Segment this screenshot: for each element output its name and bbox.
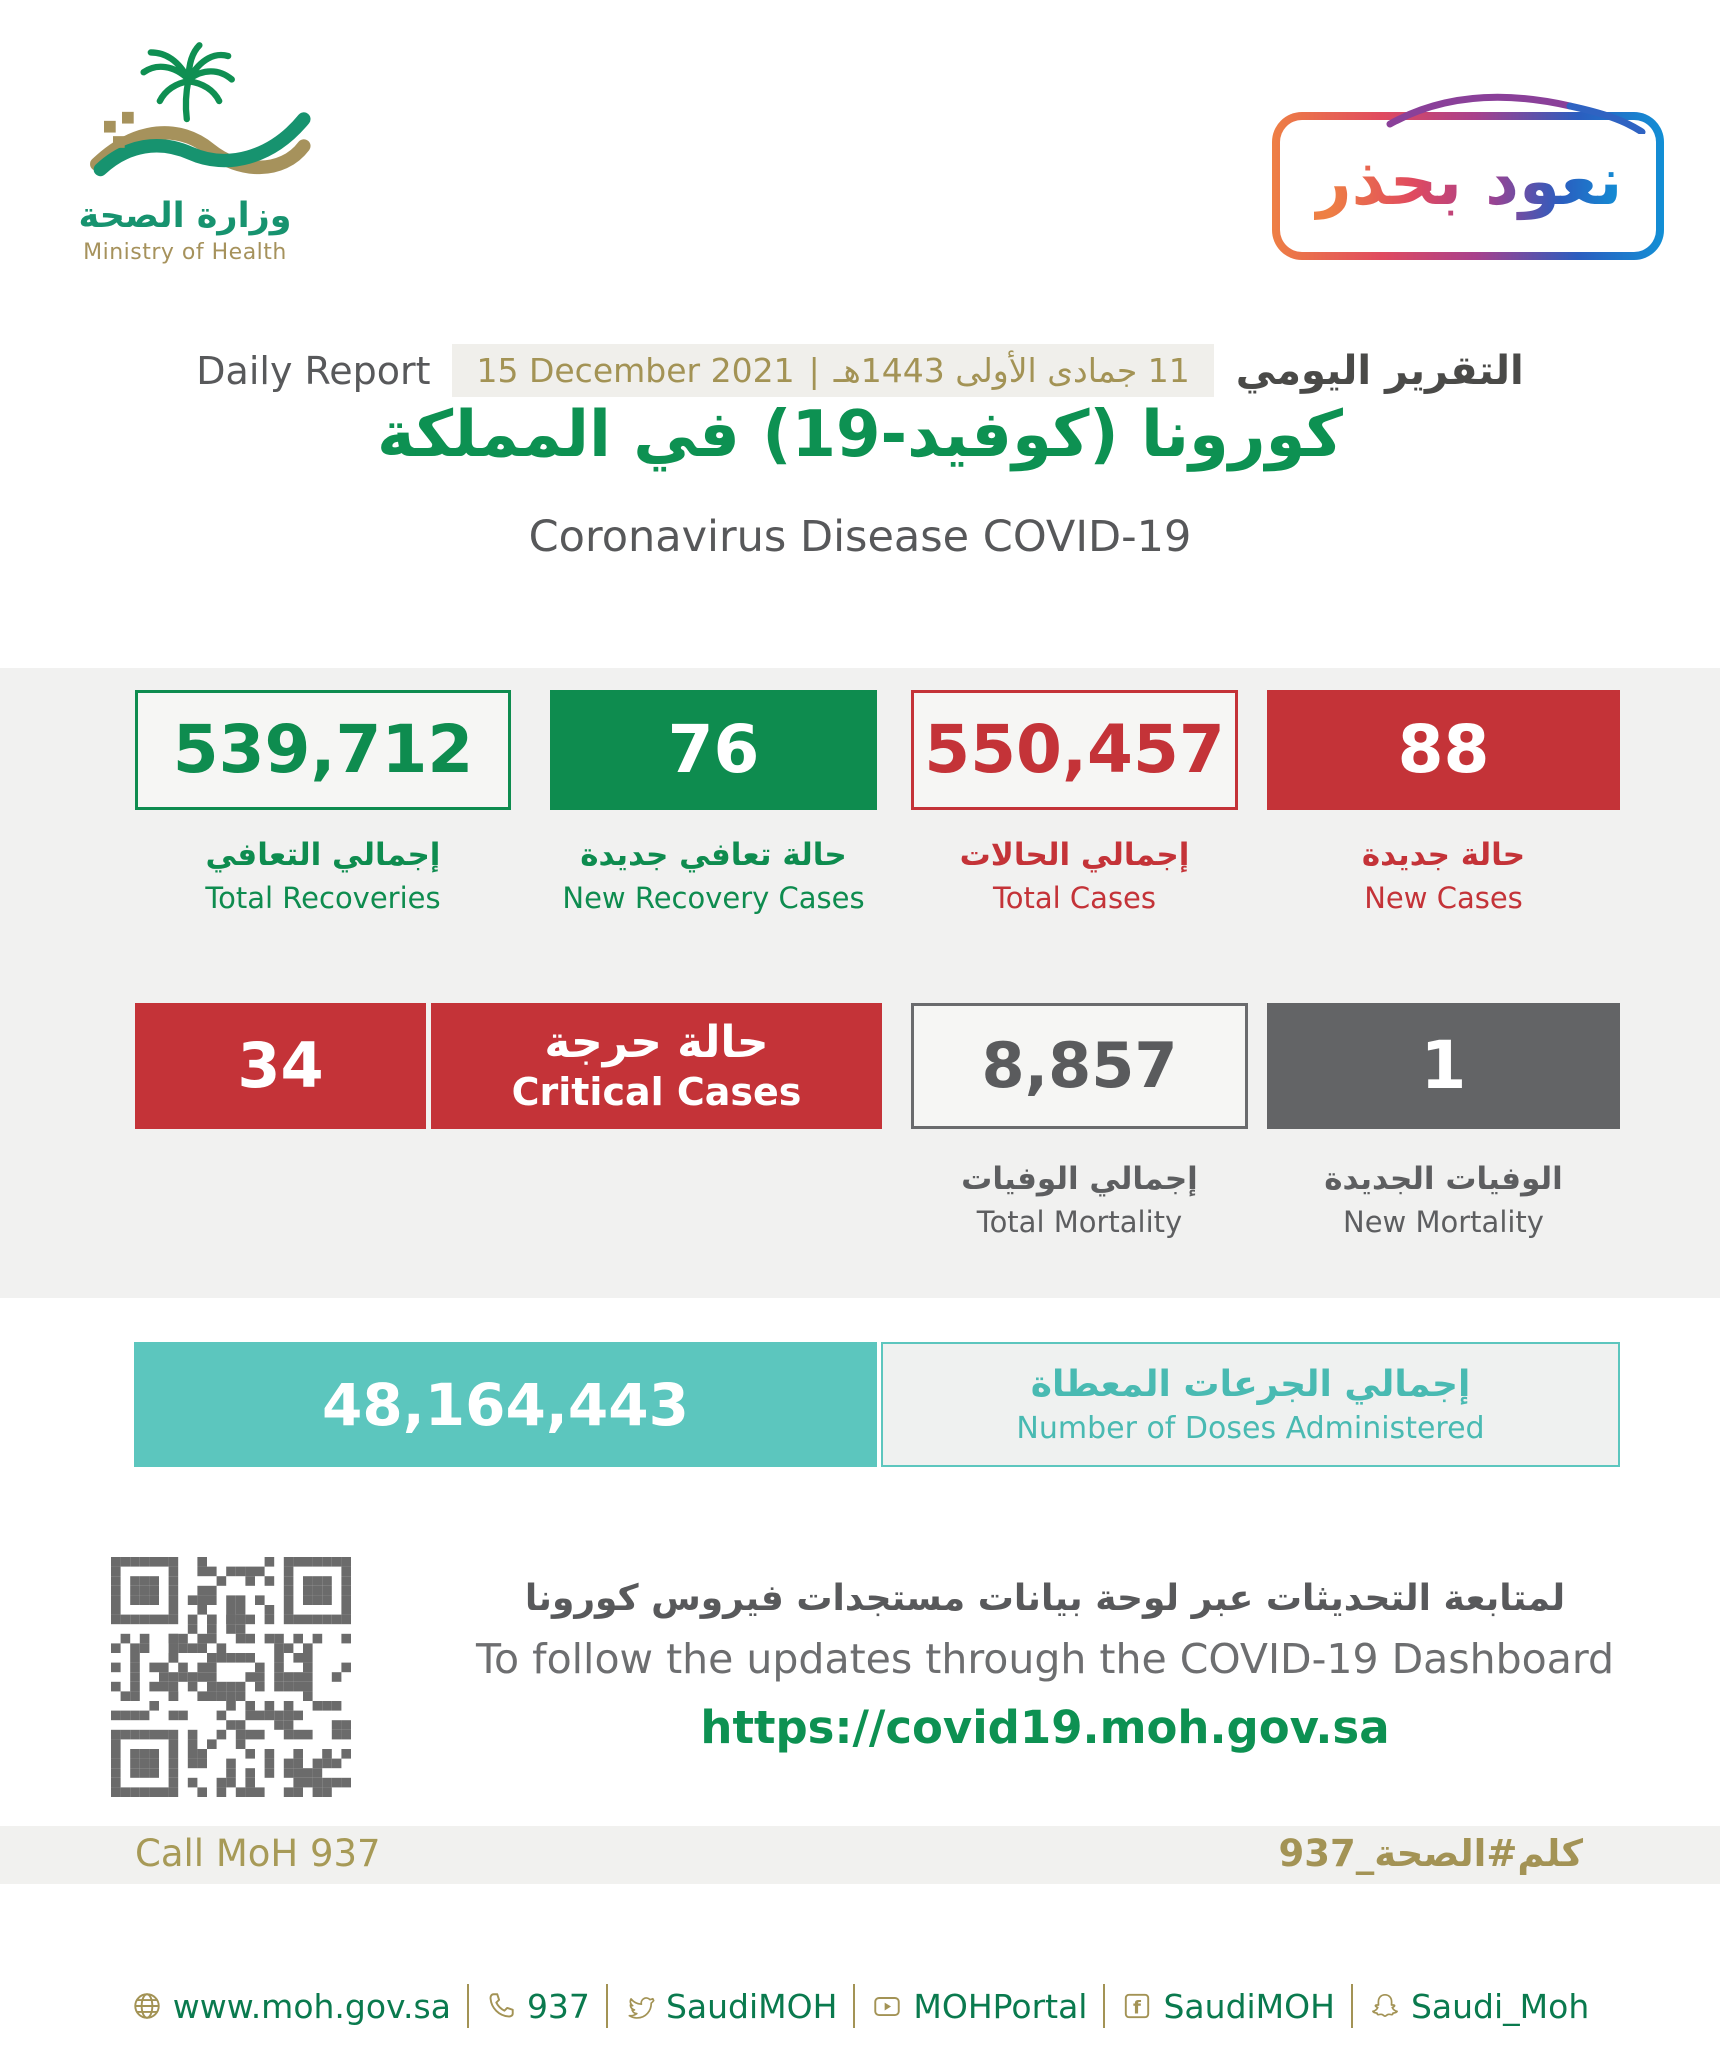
dashboard-line-ar: لمتابعة التحديثات عبر لوحة بيانات مستجدات فيروس كورونا — [524, 1578, 1566, 1619]
footer-divider — [606, 1984, 608, 2028]
total-cases-label-ar: إجمالي الحالات — [959, 837, 1190, 873]
footer-twitter-label: SaudiMOH — [665, 1986, 838, 2026]
dashboard-url-link[interactable]: https://covid19.moh.gov.sa — [700, 1701, 1390, 1754]
date-separator: | — [808, 351, 820, 390]
moh-logo — [50, 22, 320, 265]
phone-icon — [485, 1990, 517, 2022]
new-mortality-value: 1 — [1420, 1027, 1467, 1104]
total-mortality-box — [911, 1003, 1248, 1129]
daily-report-label-ar: التقرير اليومي — [1235, 347, 1524, 394]
footer-social-row — [0, 1984, 1720, 2028]
footer-divider — [1351, 1984, 1353, 2028]
total-mortality-label-ar: إجمالي الوفيات — [961, 1161, 1198, 1197]
report-date-hijri: 11 جمادى الأولى 1443هـ — [833, 351, 1190, 390]
total-recoveries-label-en: Total Recoveries — [205, 881, 441, 915]
page-title-english: Coronavirus Disease COVID-19 — [528, 512, 1192, 562]
doses-label-ar: إجمالي الجرعات المعطاة — [1030, 1363, 1471, 1405]
critical-cases-value: 34 — [237, 1029, 324, 1102]
total-recoveries-value: 539,712 — [172, 711, 474, 788]
return-with-caution-badge — [1272, 88, 1664, 262]
snapchat-icon — [1369, 1990, 1401, 2022]
badge-label: نعود بحذر — [1314, 149, 1623, 223]
call-moh-label: Call MoH 937 — [135, 1832, 381, 1875]
footer-website-label: www.moh.gov.sa — [172, 1986, 451, 2026]
new-recovery-cases-label-en: New Recovery Cases — [562, 881, 865, 915]
qr-code — [111, 1557, 351, 1797]
daily-report-label-en: Daily Report — [196, 348, 431, 393]
doses-label-en: Number of Doses Administered — [1016, 1410, 1485, 1446]
total-cases-box — [911, 690, 1238, 810]
footer-item-facebook[interactable] — [1121, 1987, 1334, 2026]
badge-swoosh-icon — [1272, 88, 1664, 134]
call-band — [0, 1826, 1720, 1884]
report-header-line — [0, 344, 1720, 397]
total-recoveries-box — [135, 690, 511, 810]
dashboard-info — [420, 1578, 1670, 1754]
critical-cases-label-ar: حالة حرجة — [544, 1016, 769, 1068]
footer-youtube-label: MOHPortal — [913, 1986, 1088, 2026]
critical-cases-value-box — [135, 1003, 426, 1129]
footer-divider — [853, 1984, 855, 2028]
new-mortality-box — [1267, 1003, 1620, 1129]
dashboard-line-en: To follow the updates through the COVID-19 Dashboard — [475, 1635, 1615, 1683]
footer-facebook-label: SaudiMOH — [1163, 1986, 1335, 2026]
new-mortality-label-en: New Mortality — [1343, 1205, 1544, 1239]
youtube-icon — [871, 1990, 903, 2022]
new-cases-box — [1267, 690, 1620, 810]
moh-logo-title-english: Ministry of Health — [83, 240, 287, 265]
footer-phone-label: 937 — [526, 1986, 590, 2026]
report-date-gregorian: 15 December 2021 — [476, 351, 795, 390]
doses-value-bar — [134, 1342, 877, 1467]
svg-text:f: f — [1133, 1997, 1142, 2019]
new-cases-label-en: New Cases — [1364, 881, 1523, 915]
moh-logo-title-arabic: وزارة الصحة — [78, 196, 292, 236]
footer-divider — [1103, 1984, 1105, 2028]
footer-item-snapchat[interactable] — [1369, 1987, 1589, 2026]
footer-item-website[interactable] — [131, 1987, 451, 2026]
facebook-icon — [1121, 1990, 1153, 2022]
new-recovery-cases-label-ar: حالة تعافي جديدة — [580, 837, 847, 873]
call-hashtag-label: كلم#الصحة_937 — [1278, 1832, 1583, 1875]
critical-cases-label-box — [431, 1003, 882, 1129]
twitter-icon — [624, 1990, 656, 2022]
new-cases-label-ar: حالة جديدة — [1361, 837, 1526, 873]
report-date-box — [452, 344, 1213, 397]
new-mortality-label-ar: الوفيات الجديدة — [1324, 1161, 1563, 1197]
total-cases-value: 550,457 — [924, 711, 1225, 788]
footer-item-phone[interactable] — [485, 1987, 590, 2026]
total-mortality-value: 8,857 — [981, 1029, 1178, 1102]
doses-value: 48,164,443 — [322, 1370, 689, 1439]
page-title-arabic: كورونا (كوفيد-19) في المملكة — [377, 398, 1343, 472]
total-recoveries-label-ar: إجمالي التعافي — [205, 837, 441, 873]
globe-icon — [131, 1990, 163, 2022]
new-recovery-cases-value: 76 — [667, 711, 760, 788]
new-recovery-cases-box — [550, 690, 877, 810]
new-cases-value: 88 — [1397, 711, 1490, 788]
statistics-band — [0, 668, 1720, 1298]
footer-item-twitter[interactable] — [624, 1987, 837, 2026]
footer-divider — [467, 1984, 469, 2028]
critical-cases-label-en: Critical Cases — [511, 1069, 802, 1114]
moh-logo-icon — [50, 22, 320, 190]
footer-snapchat-label: Saudi_Moh — [1410, 1986, 1590, 2026]
total-cases-label-en: Total Cases — [992, 881, 1157, 915]
doses-label-panel — [881, 1342, 1620, 1467]
total-mortality-label-en: Total Mortality — [976, 1205, 1183, 1239]
footer-item-youtube[interactable] — [871, 1987, 1087, 2026]
badge-frame — [1272, 112, 1664, 260]
